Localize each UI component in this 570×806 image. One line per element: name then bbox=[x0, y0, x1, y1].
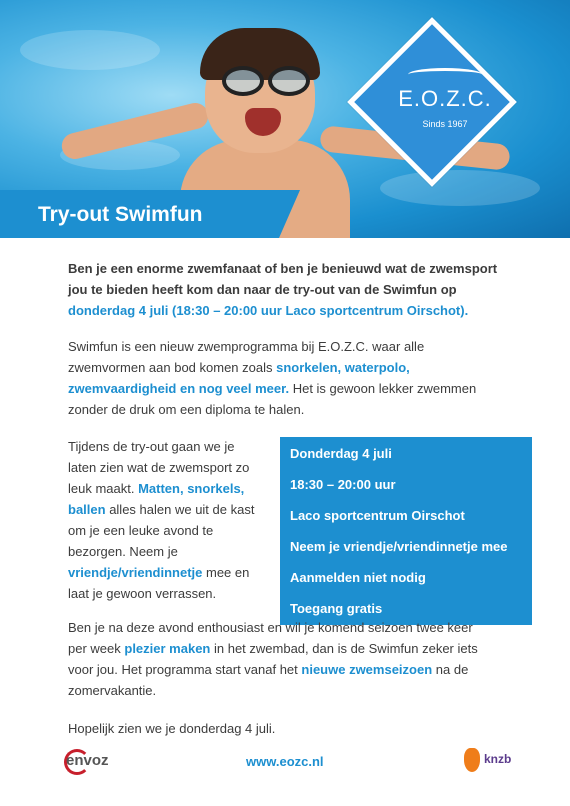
paragraph-text: in het zwembad, dan is de Swimfun zeker iets voor jou. Het programma start vanaf het bbox=[68, 641, 478, 677]
paragraph-text: alles halen we uit de kast om je een leuke avond te bezorgen. Neem je bbox=[68, 502, 255, 559]
paragraph-season bbox=[68, 617, 488, 701]
paragraph-text: Het is gewoon lekker zwemmen zonder de druk om een diploma te halen. bbox=[68, 381, 477, 417]
closing-line: Hopelijk zien we je donderdag 4 juli. bbox=[68, 721, 276, 736]
logo-since: Sinds 1967 bbox=[422, 119, 468, 129]
info-free-entry: Toegang gratis bbox=[290, 601, 383, 616]
logo-name: E.O.Z.C. bbox=[398, 86, 492, 111]
intro-paragraph bbox=[68, 258, 508, 321]
sponsor-logo: envoz bbox=[66, 752, 109, 769]
info-time: 18:30 – 20:00 uur bbox=[290, 477, 396, 492]
page-title: Try-out Swimfun bbox=[38, 203, 203, 226]
paragraph-highlight: vriendje/vriendinnetje bbox=[68, 565, 203, 580]
paragraph-text: Tijdens de try-out gaan we je laten zien wat de zwemsport zo leuk maakt. bbox=[68, 439, 250, 496]
info-bring-friend: Neem je vriendje/vriendinnetje mee bbox=[290, 539, 508, 554]
paragraph-text: Swimfun is een nieuw zwemprogramma bij E.O.Z.C. waar alle zwemvormen aan bod komen zoals bbox=[68, 339, 425, 375]
water-ripple bbox=[380, 170, 540, 206]
paragraph-text: mee en laat je gewoon verrassen. bbox=[68, 565, 250, 601]
info-location: Laco sportcentrum Oirschot bbox=[290, 508, 465, 523]
paragraph-highlight: nieuwe zwemseizoen bbox=[301, 662, 433, 677]
intro-text: Ben je een enorme zwemfanaat of ben je benieuwd wat de zwemsport jou te bieden heeft kom dan naar de try-out van de Swimfun op bbox=[68, 261, 498, 297]
paragraph-highlight: plezier maken bbox=[124, 641, 211, 656]
swimmer-logo-icon bbox=[408, 68, 482, 81]
paragraph-program bbox=[68, 336, 488, 420]
paragraph-text: Ben je na deze avond enthousiast en wil je komend seizoen twee keer per week bbox=[68, 620, 473, 656]
website-link[interactable]: www.eozc.nl bbox=[246, 754, 324, 769]
paragraph-highlight: snorkelen, waterpolo, zwemvaardigheid en nog veel meer. bbox=[68, 360, 410, 396]
info-date: Donderdag 4 juli bbox=[290, 446, 392, 461]
paragraph-text: na de zomervakantie. bbox=[68, 662, 469, 698]
event-info-box bbox=[280, 437, 532, 625]
goggle-icon bbox=[222, 66, 264, 96]
intro-highlight: donderdag 4 juli (18:30 – 20:00 uur Laco sportcentrum Oirschot). bbox=[68, 303, 469, 318]
paragraph-highlight: Matten, snorkels, ballen bbox=[68, 481, 245, 517]
goggle-icon bbox=[268, 66, 310, 96]
water-ripple bbox=[20, 30, 160, 70]
paragraph-tryout bbox=[68, 436, 264, 604]
federation-logo: knzb bbox=[484, 752, 512, 766]
knzb-logo-icon bbox=[464, 748, 480, 772]
info-no-registration: Aanmelden niet nodig bbox=[290, 570, 426, 585]
